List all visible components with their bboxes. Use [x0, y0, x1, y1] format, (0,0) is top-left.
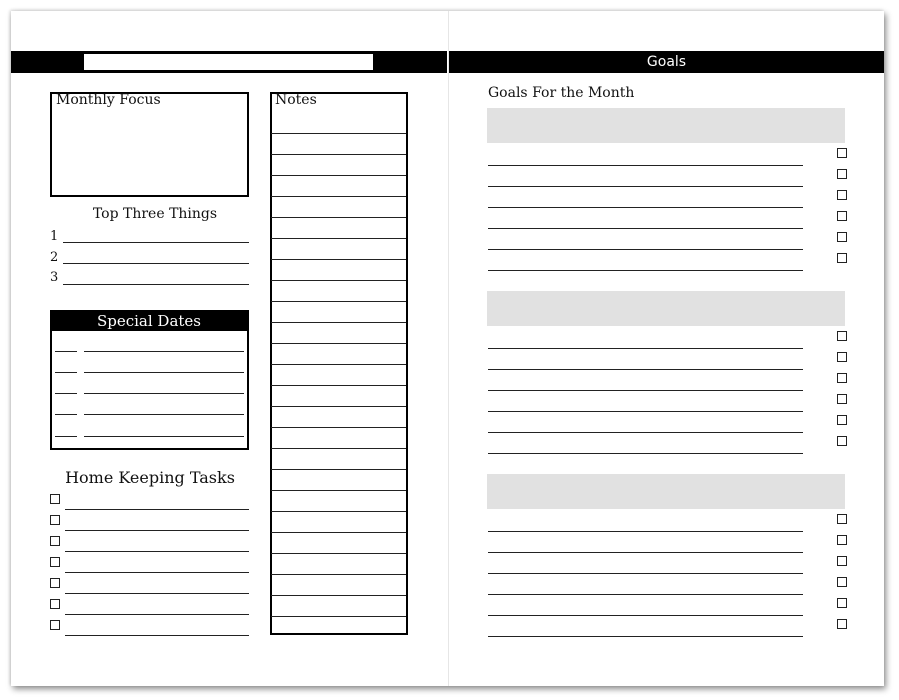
goals-header-title: Goals — [646, 54, 687, 70]
notes-line[interactable] — [271, 532, 406, 533]
goal-step-checkbox[interactable] — [837, 211, 847, 221]
goal-step-checkbox[interactable] — [837, 535, 847, 545]
notes-line[interactable] — [271, 406, 406, 407]
goal-step-line[interactable] — [488, 369, 803, 370]
task-line[interactable] — [65, 551, 249, 552]
special-date-event-line[interactable] — [84, 414, 244, 415]
notes-line[interactable] — [271, 154, 406, 155]
goal-step-checkbox[interactable] — [837, 190, 847, 200]
goal-step-checkbox[interactable] — [837, 169, 847, 179]
notes-line[interactable] — [271, 469, 406, 470]
goal-step-checkbox[interactable] — [837, 598, 847, 608]
notes-line[interactable] — [271, 616, 406, 617]
goal-step-line[interactable] — [488, 615, 803, 616]
top-three-line-3[interactable] — [63, 284, 249, 285]
goal-step-line[interactable] — [488, 636, 803, 637]
task-checkbox[interactable] — [50, 536, 60, 546]
special-date-day-line[interactable] — [55, 436, 77, 437]
notes-line[interactable] — [271, 385, 406, 386]
home-keeping-title: Home Keeping Tasks — [65, 468, 235, 487]
goal-step-line[interactable] — [488, 453, 803, 454]
notes-label: Notes — [275, 92, 317, 108]
top-three-line-1[interactable] — [63, 242, 249, 243]
goal-title-field[interactable] — [487, 291, 845, 326]
goal-step-line[interactable] — [488, 552, 803, 553]
goal-step-checkbox[interactable] — [837, 415, 847, 425]
notes-line[interactable] — [271, 511, 406, 512]
goal-step-line[interactable] — [488, 411, 803, 412]
goal-step-line[interactable] — [488, 207, 803, 208]
special-date-day-line[interactable] — [55, 372, 77, 373]
task-line[interactable] — [65, 572, 249, 573]
notes-line[interactable] — [271, 343, 406, 344]
task-checkbox[interactable] — [50, 557, 60, 567]
goal-step-line[interactable] — [488, 249, 803, 250]
top-three-line-2[interactable] — [63, 263, 249, 264]
goal-step-checkbox[interactable] — [837, 514, 847, 524]
task-line[interactable] — [65, 614, 249, 615]
goal-step-line[interactable] — [488, 573, 803, 574]
notes-line[interactable] — [271, 553, 406, 554]
notes-line[interactable] — [271, 322, 406, 323]
goal-step-checkbox[interactable] — [837, 232, 847, 242]
goal-step-checkbox[interactable] — [837, 352, 847, 362]
goal-step-checkbox[interactable] — [837, 619, 847, 629]
special-date-event-line[interactable] — [84, 436, 244, 437]
notes-line[interactable] — [271, 238, 406, 239]
task-line[interactable] — [65, 635, 249, 636]
goal-step-line[interactable] — [488, 228, 803, 229]
notes-line[interactable] — [271, 259, 406, 260]
special-dates-title: Special Dates — [51, 311, 247, 331]
special-date-day-line[interactable] — [55, 414, 77, 415]
special-date-event-line[interactable] — [84, 393, 244, 394]
notes-line[interactable] — [271, 133, 406, 134]
goal-step-checkbox[interactable] — [837, 556, 847, 566]
goal-step-checkbox[interactable] — [837, 373, 847, 383]
monthly-focus-label: Monthly Focus — [56, 92, 161, 108]
month-title-field[interactable] — [84, 54, 373, 70]
goal-step-checkbox[interactable] — [837, 577, 847, 587]
goal-step-line[interactable] — [488, 432, 803, 433]
top-three-title: Top Three Things — [92, 206, 218, 222]
task-line[interactable] — [65, 509, 249, 510]
goal-step-line[interactable] — [488, 531, 803, 532]
goals-month-heading: Goals For the Month — [488, 85, 635, 101]
notes-line[interactable] — [271, 364, 406, 365]
goal-title-field[interactable] — [487, 108, 845, 143]
top-three-number-2: 2 — [50, 250, 59, 265]
goal-step-checkbox[interactable] — [837, 331, 847, 341]
page-divider — [448, 11, 449, 686]
goal-title-field[interactable] — [487, 474, 845, 509]
goal-step-checkbox[interactable] — [837, 148, 847, 158]
task-checkbox[interactable] — [50, 578, 60, 588]
notes-line[interactable] — [271, 574, 406, 575]
special-date-event-line[interactable] — [84, 351, 244, 352]
top-three-number-1: 1 — [50, 229, 59, 244]
task-checkbox[interactable] — [50, 494, 60, 504]
special-dates-box — [50, 310, 249, 450]
task-line[interactable] — [65, 593, 249, 594]
notes-line[interactable] — [271, 427, 406, 428]
goal-step-line[interactable] — [488, 348, 803, 349]
goal-step-line[interactable] — [488, 594, 803, 595]
notes-line[interactable] — [271, 595, 406, 596]
notes-line[interactable] — [271, 196, 406, 197]
notes-line[interactable] — [271, 280, 406, 281]
goal-step-checkbox[interactable] — [837, 436, 847, 446]
goal-step-line[interactable] — [488, 270, 803, 271]
notes-line[interactable] — [271, 175, 406, 176]
goal-step-line[interactable] — [488, 186, 803, 187]
special-date-event-line[interactable] — [84, 372, 244, 373]
task-checkbox[interactable] — [50, 620, 60, 630]
notes-line[interactable] — [271, 448, 406, 449]
goal-step-checkbox[interactable] — [837, 253, 847, 263]
notes-line[interactable] — [271, 217, 406, 218]
notes-line[interactable] — [271, 301, 406, 302]
task-checkbox[interactable] — [50, 599, 60, 609]
task-checkbox[interactable] — [50, 515, 60, 525]
special-date-day-line[interactable] — [55, 393, 77, 394]
special-date-day-line[interactable] — [55, 351, 77, 352]
goal-step-line[interactable] — [488, 165, 803, 166]
goal-step-checkbox[interactable] — [837, 394, 847, 404]
goal-step-line[interactable] — [488, 390, 803, 391]
top-three-number-3: 3 — [50, 270, 59, 285]
notes-line[interactable] — [271, 490, 406, 491]
task-line[interactable] — [65, 530, 249, 531]
